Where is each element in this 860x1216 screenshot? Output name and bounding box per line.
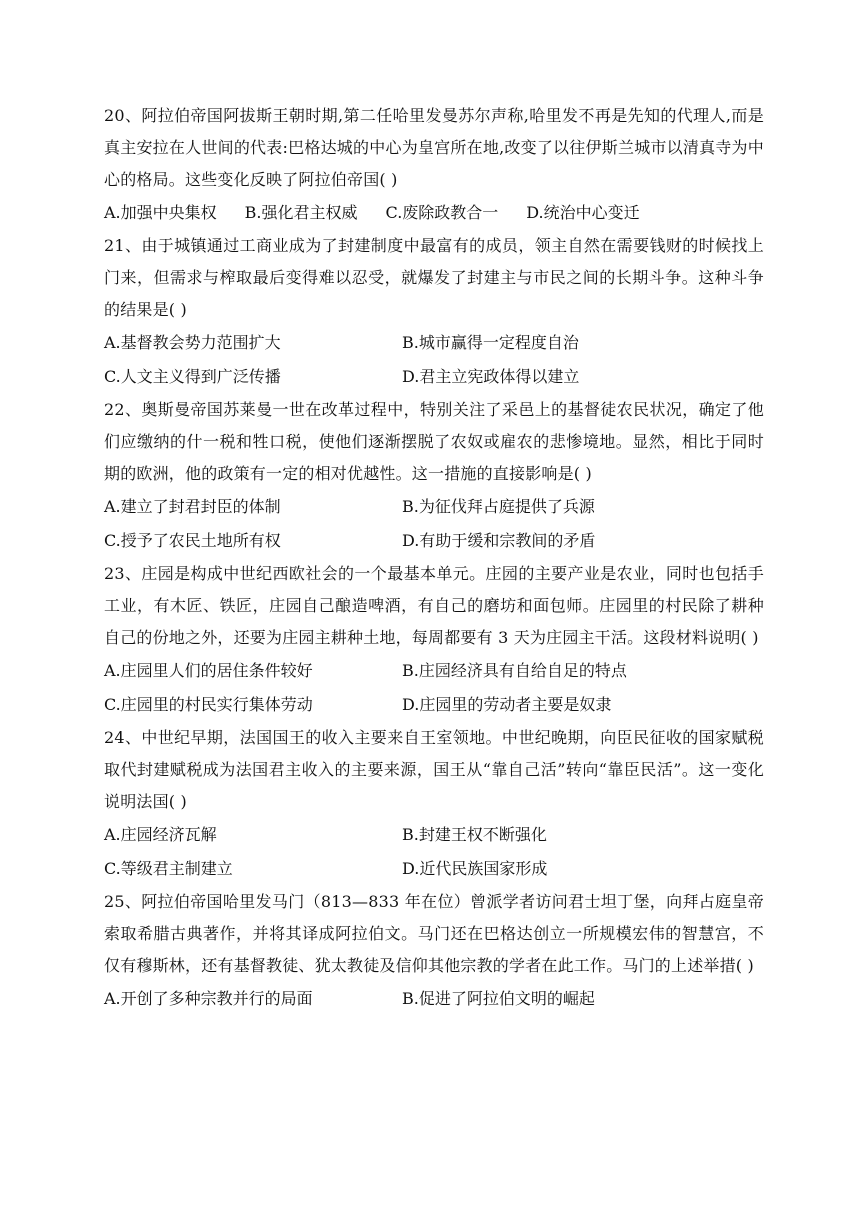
- option-a: A.建立了封君封臣的体制: [104, 497, 281, 516]
- option-list: [104, 654, 764, 722]
- question-stem: 21、由于城镇通过工商业成为了封建制度中最富有的成员，领主自然在需要钱财的时候找上门来，但需求与榨取最后变得难以忍受，就爆发了封建主与市民之间的长期斗争。这种斗争的结果是( ): [104, 236, 764, 319]
- option-list: [104, 490, 764, 558]
- option-a: A.庄园里人们的居住条件较好: [104, 661, 313, 680]
- option-d: D.有助于缓和宗教间的矛盾: [402, 531, 596, 550]
- option-c: C.授予了农民土地所有权: [104, 531, 281, 550]
- option-c: C.废除政教合一: [385, 203, 499, 222]
- option-a: A.基督教会势力范围扩大: [104, 333, 281, 352]
- option-b: B.促进了阿拉伯文明的崛起: [402, 989, 595, 1008]
- option-b: B.封建王权不断强化: [402, 825, 547, 844]
- option-b: B.为征伐拜占庭提供了兵源: [402, 497, 595, 516]
- option-list: [104, 818, 764, 886]
- question-stem: 20、阿拉伯帝国阿拔斯王朝时期,第二任哈里发曼苏尔声称,哈里发不再是先知的代理人,而是真主安拉在人世间的代表:巴格达城的中心为皇宫所在地,改变了以往伊斯兰城市以清真寺为中心的格局。这些变化反映了阿拉伯帝国( ): [104, 106, 764, 189]
- option-d: D.庄园里的劳动者主要是奴隶: [402, 695, 612, 714]
- option-list: [104, 982, 764, 1016]
- question-stem: 23、庄园是构成中世纪西欧社会的一个最基本单元。庄园的主要产业是农业，同时也包括手工业，有木匠、铁匠，庄园自己酿造啤酒，有自己的磨坊和面包师。庄园里的村民除了耕种自己的份地之外，还要为庄园主耕种土地，每周都要有 3 天为庄园主干活。这段材料说明( ): [104, 564, 764, 647]
- question-25: [104, 886, 764, 1016]
- question-stem: 22、奥斯曼帝国苏莱曼一世在改革过程中，特别关注了采邑上的基督徒农民状况，确定了他们应缴纳的什一税和牲口税，使他们逐渐摆脱了农奴或雇农的悲惨境地。显然，相比于同时期的欧洲，他的政策有一定的相对优越性。这一措施的直接影响是( ): [104, 400, 764, 483]
- option-list: [104, 326, 764, 394]
- option-d: D.君主立宪政体得以建立: [402, 367, 580, 386]
- option-b: B.庄园经济具有自给自足的特点: [402, 661, 627, 680]
- question-22: [104, 394, 764, 558]
- question-24: [104, 722, 764, 886]
- option-c: C.人文主义得到广泛传播: [104, 367, 281, 386]
- option-c: C.等级君主制建立: [104, 859, 233, 878]
- option-list: [104, 196, 764, 230]
- question-stem: 24、中世纪早期，法国国王的收入主要来自王室领地。中世纪晚期，向臣民征收的国家赋税取代封建赋税成为法国君主收入的主要来源，国王从“靠自己活”转向“靠臣民活”。这一变化说明法国( ): [104, 728, 764, 811]
- option-b: B.强化君主权威: [244, 203, 358, 222]
- option-a: A.庄园经济瓦解: [104, 825, 217, 844]
- option-d: D.近代民族国家形成: [402, 859, 548, 878]
- question-stem: 25、阿拉伯帝国哈里发马门（813—833 年在位）曾派学者访问君士坦丁堡，向拜占庭皇帝索取希腊古典著作，并将其译成阿拉伯文。马门还在巴格达创立一所规模宏伟的智慧宫，不仅有穆斯林，还有基督教徒、犹太教徒及信仰其他宗教的学者在此工作。马门的上述举措( ): [104, 892, 764, 975]
- option-a: A.开创了多种宗教并行的局面: [104, 989, 313, 1008]
- option-b: B.城市赢得一定程度自治: [402, 333, 579, 352]
- option-a: A.加强中央集权: [104, 203, 217, 222]
- question-20: [104, 100, 764, 230]
- option-c: C.庄园里的村民实行集体劳动: [104, 695, 313, 714]
- question-23: [104, 558, 764, 722]
- question-21: [104, 230, 764, 394]
- exam-page: [104, 100, 764, 1016]
- option-d: D.统治中心变迁: [526, 203, 640, 222]
